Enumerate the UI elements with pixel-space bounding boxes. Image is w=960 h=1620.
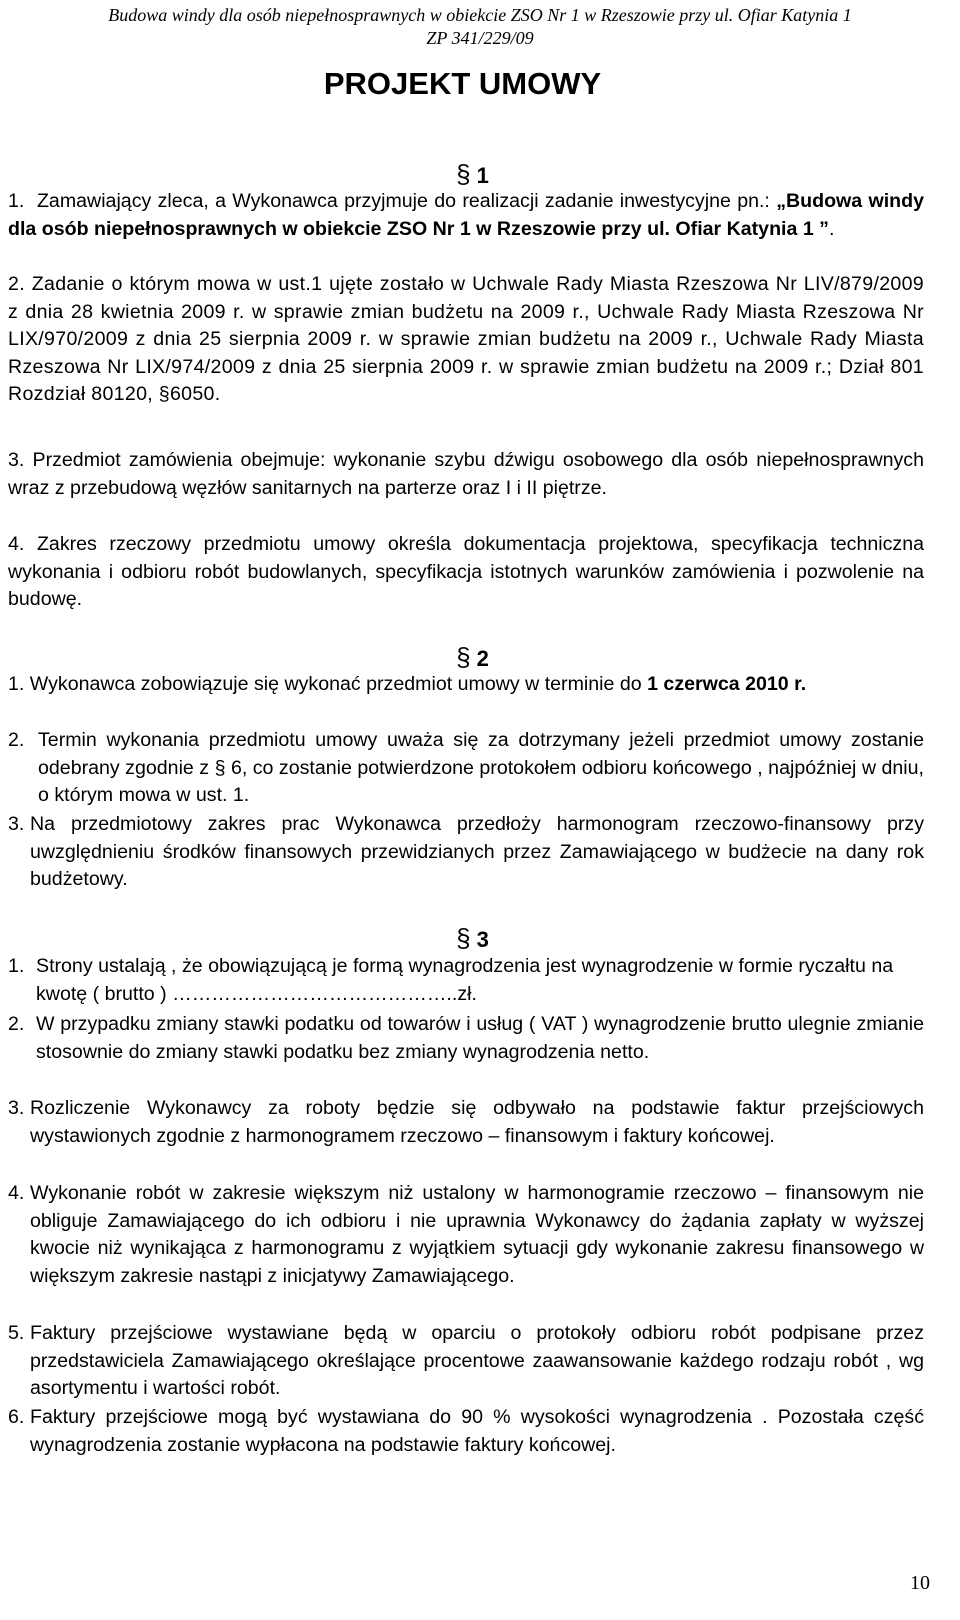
item-text: Na przedmiotowy zakres prac Wykonawca przedłoży harmonogram rzeczowo-finansowy przy uwzględnieniu środków finansowych przewidzianych przez Zamawiającego w budżecie na dany rok budżetowy. [30, 813, 924, 890]
item-text: Zamawiający zleca, a Wykonawca przyjmuje do realizacji zadanie inwestycyjne pn.: [36, 190, 777, 212]
section-symbol: § [456, 159, 471, 189]
section-symbol: § [456, 642, 471, 672]
item-bold-text: 1 czerwca 2010 r. [647, 673, 807, 695]
header-reference: ZP 341/229/09 [426, 28, 534, 48]
section-heading-3 [0, 924, 945, 954]
item-text: Wykonanie robót w zakresie większym niż ustalony w harmonogramie rzeczowo – finansowym nie obliguje Zamawiającego do ich odbioru i nie uprawnia Wykonawcy do żądania zapłaty w wyższej kwocie niż wynikająca z harmonogramu z wyjątkiem sytuacji gdy wykonanie zakresu finansowego w większym zakresie nastąpi z inicjatywy Zamawiającego. [30, 1182, 924, 1287]
item-number: 4. [8, 533, 25, 555]
paragraph-3-4 [8, 1180, 924, 1290]
item-number: 5. [8, 1322, 25, 1344]
paragraph-3-2 [8, 1011, 924, 1066]
item-text-end: 6050. [169, 383, 221, 405]
page-number: 10 [910, 1572, 930, 1594]
item-number: 1. [8, 190, 25, 212]
item-text: Rozliczenie Wykonawcy za roboty będzie się odbywało na podstawie faktur przejściowych wystawionych zgodnie z harmonogramem rzeczowo – finansowym i faktury końcowej. [30, 1097, 924, 1147]
section-number: 1 [476, 163, 489, 188]
item-text: Zakres rzeczowy przedmiotu umowy określa dokumentacja projektowa, specyfikacja techniczna wykonania i odbioru robót budowlanych, specyfikacja istotnych warunków zamówienia i pozwolenie na budowę. [8, 533, 925, 610]
paragraph-3-3 [8, 1095, 924, 1150]
item-text-end: 6, co zostanie potwierdzone protokołem odbioru końcowego , najpóźniej w dniu, o którym mowa w ust. 1. [38, 756, 924, 806]
section-number: 2 [476, 646, 489, 671]
paragraph-2-1 [8, 671, 924, 699]
section-number: 3 [476, 927, 489, 952]
section-symbol: § [214, 756, 226, 779]
item-number: 3. [8, 1097, 25, 1119]
paragraph-2-3 [8, 811, 924, 894]
item-number: 1. [8, 673, 25, 695]
item-text: Faktury przejściowe wystawiane będą w oparciu o protokoły odbioru robót podpisane przez przedstawiciela Zamawiającego określające procentowe zaawansowanie każdego rodzaju robót , wg asortymentu i wartości robót. [30, 1322, 924, 1399]
paragraph-2-2 [8, 727, 924, 810]
item-number: 2. [8, 273, 25, 295]
section-heading-1 [0, 160, 945, 190]
paragraph-3-1 [8, 953, 924, 1008]
document-title: PROJEKT UMOWY [323, 66, 602, 101]
section-symbol: § [456, 923, 471, 953]
item-text: Faktury przejściowe mogą być wystawiana do 90 % wysokości wynagrodzenia . Pozostała część wynagrodzenia zostanie wypłacona na podstawie faktury końcowej. [30, 1406, 924, 1456]
section-heading-2 [0, 643, 945, 673]
item-text: W przypadku zmiany stawki podatku od towarów i usług ( VAT ) wynagrodzenie brutto ulegnie zmianie stosownie do zmiany stawki podatku bez zmiany wynagrodzenia netto. [36, 1013, 924, 1063]
paragraph-1-1 [8, 188, 924, 243]
item-number: 4. [8, 1182, 25, 1204]
paragraph-1-3 [8, 447, 924, 502]
item-number: 3. [8, 449, 25, 471]
section-symbol: § [158, 383, 170, 405]
item-body [38, 727, 924, 810]
paragraph-3-6 [8, 1404, 924, 1459]
item-text: Termin wykonania przedmiotu umowy uważa się za dotrzymany jeżeli przedmiot umowy zostanie odebrany zgodnie z [38, 729, 924, 779]
header-title: Budowa windy dla osób niepełnosprawnych w obiekcie ZSO Nr 1 w Rzeszowie przy ul. Ofiar Katynia 1 [108, 5, 852, 25]
item-text-end: . [828, 217, 835, 240]
paragraph-1-4 [8, 531, 924, 614]
item-number: 6. [8, 1406, 25, 1428]
item-number: 1. [8, 955, 25, 977]
item-text: Wykonawca zobowiązuje się wykonać przedmiot umowy w terminie do [29, 673, 648, 695]
item-text: Strony ustalają , że obowiązującą je formą wynagrodzenia jest wynagrodzenie w formie ryczałtu na kwotę ( brutto ) ……………………………………..zł. [36, 955, 894, 1005]
item-text: Zadanie o którym mowa w ust.1 ujęte zostało w Uchwale Rady Miasta Rzeszowa Nr LIV/879/2009 z dnia 28 kwietnia 2009 r. w sprawie zmian budżetu na 2009 r., Uchwale Rady Miasta Rzeszowa Nr LIX/970/2009 z dnia 25 sierpnia 2009 r. w sprawie zmian budżetu na 2009 r., Uchwale Rady Miasta Rzeszowa Nr LIX/974/2009 z dnia 25 sierpnia 2009 r. w sprawie zmian budżetu na 2009 r.; Dział 801 Rozdział 80120, [8, 273, 924, 405]
item-number: 3. [8, 813, 25, 835]
item-bold-text: „Budowa windy dla osób niepełnosprawnych w obiekcie ZSO Nr 1 w Rzeszowie przy ul. Ofiar Katynia 1 ” [8, 190, 925, 240]
paragraph-3-5 [8, 1320, 924, 1403]
paragraph-1-2 [8, 271, 924, 409]
item-number: 2. [8, 1013, 25, 1035]
item-number: 2. [8, 729, 25, 751]
item-text: Przedmiot zamówienia obejmuje: wykonanie szybu dźwigu osobowego dla osób niepełnosprawnych wraz z przebudową węzłów sanitarnych na parterze oraz I i II piętrze. [8, 449, 924, 499]
